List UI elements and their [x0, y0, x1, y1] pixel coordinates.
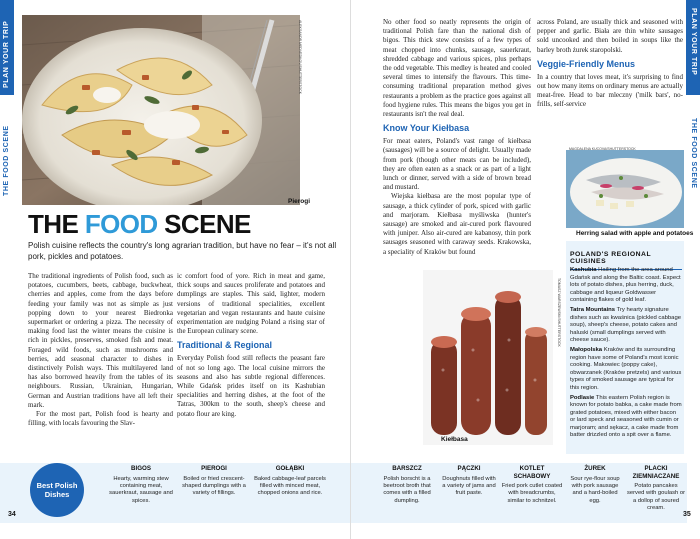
regional-item: [570, 395, 682, 441]
page-number-left: 34: [8, 511, 16, 518]
regional-item: [570, 347, 682, 393]
dish-kotlet-schabowy: [501, 465, 563, 505]
dish-name: PĄCZKI: [457, 465, 481, 472]
dish-name: ŻUREK: [584, 465, 606, 472]
paragraph: Everyday Polish food still reflects the peasant fare of not so long ago. The local cuisine mirrors the seasons and also has subtle regional differences. While Gdańsk prides itself on its Kashubian specialities and herring dishes, at the foot of the Tatras, 300km to the south, sheep's cheese and potato flour are king.: [177, 354, 325, 418]
dish-desc: Fried pork cutlet coated with breadcrumbs, similar to schnitzel.: [501, 483, 563, 504]
right-page: [350, 0, 700, 539]
dish-name: KOTLET SCHABOWY: [513, 465, 551, 480]
regional-item: [570, 307, 682, 345]
side-tab-plan-your-trip: PLAN YOUR TRIP: [3, 20, 10, 88]
region-text: Kraków and its surrounding region have some of Poland's most iconic cooking. Makowiec (poppy cake), obwarzanek (Kraków pretzels) and various types of smoked sausage are typical for this region.: [570, 346, 682, 391]
paragraph: For meat eaters, Poland's vast range of kiełbasa (sausages) will be a source of delight. Usually made from pork (though other meats can be included), they are often eaten as a snack or as part of a light lunch or dinner, served with a side of brown bread and mustard.: [383, 137, 531, 192]
region-name: Tatra Mountains: [570, 306, 616, 313]
region-name: Podlasie: [570, 394, 595, 401]
section-heading-veggie: Veggie-Friendly Menus: [537, 58, 636, 69]
herring-photo-credit: MAGDALENA KUCOVA/SHUTTERSTOCK: [569, 147, 636, 151]
regional-item: [570, 267, 682, 305]
paragraph: across Poland, are usually thick and seasoned with pepper and garlic. Biała are thin white sausages sold uncooked and then boiled in soups like the barley broth żurek staropolski.: [537, 18, 683, 54]
pierogi-caption: Pierogi: [288, 198, 311, 205]
section-heading-traditional: Traditional & Regional: [177, 340, 273, 351]
kielbasa-photo-credit: TOMASZ WARSZEWSKI/SHUTTERSTOCK: [557, 278, 561, 347]
standfirst: Polish cuisine reflects the country's long agrarian tradition, but have no fear – it's not all pork, pickles and potatoes.: [28, 241, 337, 261]
dish-name: BARSZCZ: [392, 465, 422, 472]
regional-box-title: POLAND'S REGIONAL CUISINES: [570, 251, 682, 270]
dish-name: PIEROGI: [201, 465, 227, 472]
dish-placki-ziemniaczane: [627, 465, 685, 513]
title-part-2: SCENE: [157, 209, 251, 239]
kielbasa-caption: Kiełbasa: [441, 436, 468, 443]
dish-golabki: [254, 465, 326, 498]
dish-desc: Boiled or fried crescent-shaped dumplings with a variety of fillings.: [182, 475, 246, 497]
pierogi-illustration: [22, 15, 300, 205]
left-column-2: [177, 272, 325, 419]
dish-desc: Hearty, warming stew containing meat, sauerkraut, sausage and spices.: [109, 475, 173, 504]
paragraph: No other food so neatly represents the origin of traditional Polish fare than the national dish of bigos. This thick stew consists of a few types of meat chopped into chunks, sausage, sauerkraut, shredded cabbage and various spices, plus perhaps the odd vegetable. This medley is heated and cooled several times to intensify the flavours. This time-consuming traditional preparation method gives restaurants a problem as the practice goes against all food hygiene rules. This means the bigos you get in restaurants isn't the real deal.: [383, 18, 531, 119]
left-column-1: [28, 272, 173, 428]
title-accent-word: FOOD: [84, 209, 158, 239]
herring-illustration: [566, 150, 684, 228]
herring-photo: [566, 150, 684, 228]
section-heading-kielbasa: Know Your Kiełbasa: [383, 123, 470, 134]
paragraph: Wiejska kiełbasa are the most popular type of sausage, a thick cylinder of pork, spiced with garlic and marjoram. Kiełbasa myśliwska (hunter's sausage) are smoked and air-cured pork flavoured with juniper. Also air-cured are kabanosy, thin pork sausages seasoned with caraway seeds. Krakowska, a speciality of Kraków but found: [383, 192, 531, 256]
right-column-2: [537, 18, 683, 110]
dish-bigos: [106, 465, 176, 505]
region-name: Kashubia: [570, 267, 597, 273]
paragraph: The traditional ingredients of Polish food, such as potatoes, cucumbers, beets, cabbage, buckwheat, cherries and apples, come from the days before feeding your family was not as simple as just popping down to your nearest Biedronka supermarket or ordering a pizza. The necessity of making food last the winter means the cuisine is rich in pickles, preserves, smoked fish and meat. Foraged wild foods, such as mushrooms and berries, add seasonal character to dishes in distinctively Polish ways. This multilayered land has also borrowed heavily from the tables of its neighbours. Russian, Ukrainian, Hungarian, German and Austrian traditions have all left their mark.: [28, 272, 173, 409]
dish-desc: Potato pancakes served with goulash or a dollop of soured cream.: [627, 483, 686, 512]
dish-name: GOŁĄBKI: [275, 465, 305, 472]
dish-paczki: [441, 465, 497, 498]
side-tab-food-scene: THE FOOD SCENE: [3, 125, 10, 196]
best-dishes-badge: Best Polish Dishes: [30, 463, 84, 517]
right-side-tab: [686, 0, 700, 539]
dish-desc: Polish borscht is a beetroot broth that comes with a filled dumpling.: [383, 475, 431, 504]
pierogi-photo-credit: ALEKSANDR MEDVEDKOV/SHUTTERSTOCK: [298, 20, 302, 95]
region-text: This eastern Polish region is known for potato babka, a cake made from grated potatoes, mixed with either bacon or lard speck and seasoned with cumin or marjoram; and sękacz, a cake made from batter drizzled onto a spit over a flame.: [570, 394, 682, 439]
regional-box-body: [570, 267, 682, 442]
kielbasa-photo: [423, 270, 553, 445]
herring-caption: Herring salad with apple and potatoes: [576, 230, 694, 237]
dish-desc: Doughnuts filled with a variety of jams and fruit paste.: [442, 475, 496, 497]
paragraph: For the most part, Polish food is hearty and filling, with locals favouring the Slav-: [28, 410, 173, 428]
side-tab-food-scene: THE FOOD SCENE: [690, 118, 697, 189]
dish-barszcz: [377, 465, 437, 505]
left-side-tab: [0, 0, 14, 539]
right-column-1: [383, 18, 531, 257]
kielbasa-illustration: [423, 270, 553, 445]
pierogi-photo: [22, 15, 300, 205]
side-tab-plan-your-trip: PLAN YOUR TRIP: [690, 8, 697, 76]
page-number-right: 35: [683, 511, 691, 518]
dish-name: BIGOS: [131, 465, 151, 472]
title-part-1: THE: [28, 209, 85, 239]
paragraph: ic comfort food of yore. Rich in meat and game, thick soups and sauces proliferate and potatoes and dumplings are staples. This said, lighter, modern versions of traditional specialities, excellent vegetarian and vegan restaurants and haute cuisine experimentation are nudging Poland a rising star of the European culinary scene.: [177, 272, 325, 336]
page-title: [28, 209, 251, 240]
region-text: Try hearty signature dishes such as kwaśnica (pickled cabbage soup), sheep's cheese, potato cakes and haluski (small dumplings served with cheese sauce).: [570, 306, 682, 344]
dish-pierogi: [180, 465, 248, 498]
paragraph: In a country that loves meat, it's surprising to find out how many items on ordinary menus are actually meat-free. Head to bar mleczny ('milk bars', no-frills, self-service: [537, 72, 683, 109]
region-name: Małopolska: [570, 346, 603, 353]
dish-desc: Baked cabbage-leaf parcels filled with minced meat, chopped onions and rice.: [254, 475, 326, 497]
dish-name: PLACKI ZIEMNIACZANE: [632, 465, 680, 480]
region-text: Hailing from the area around Gdańsk and along the Baltic coast. Expect lots of potato dishes, plus herring, duck, cabbage and liqueur Goldwasser containing flakes of gold leaf.: [570, 267, 681, 304]
dish-desc: Sour rye-flour soup with pork sausage and a hard-boiled egg.: [570, 475, 620, 504]
dish-zurek: [567, 465, 623, 505]
